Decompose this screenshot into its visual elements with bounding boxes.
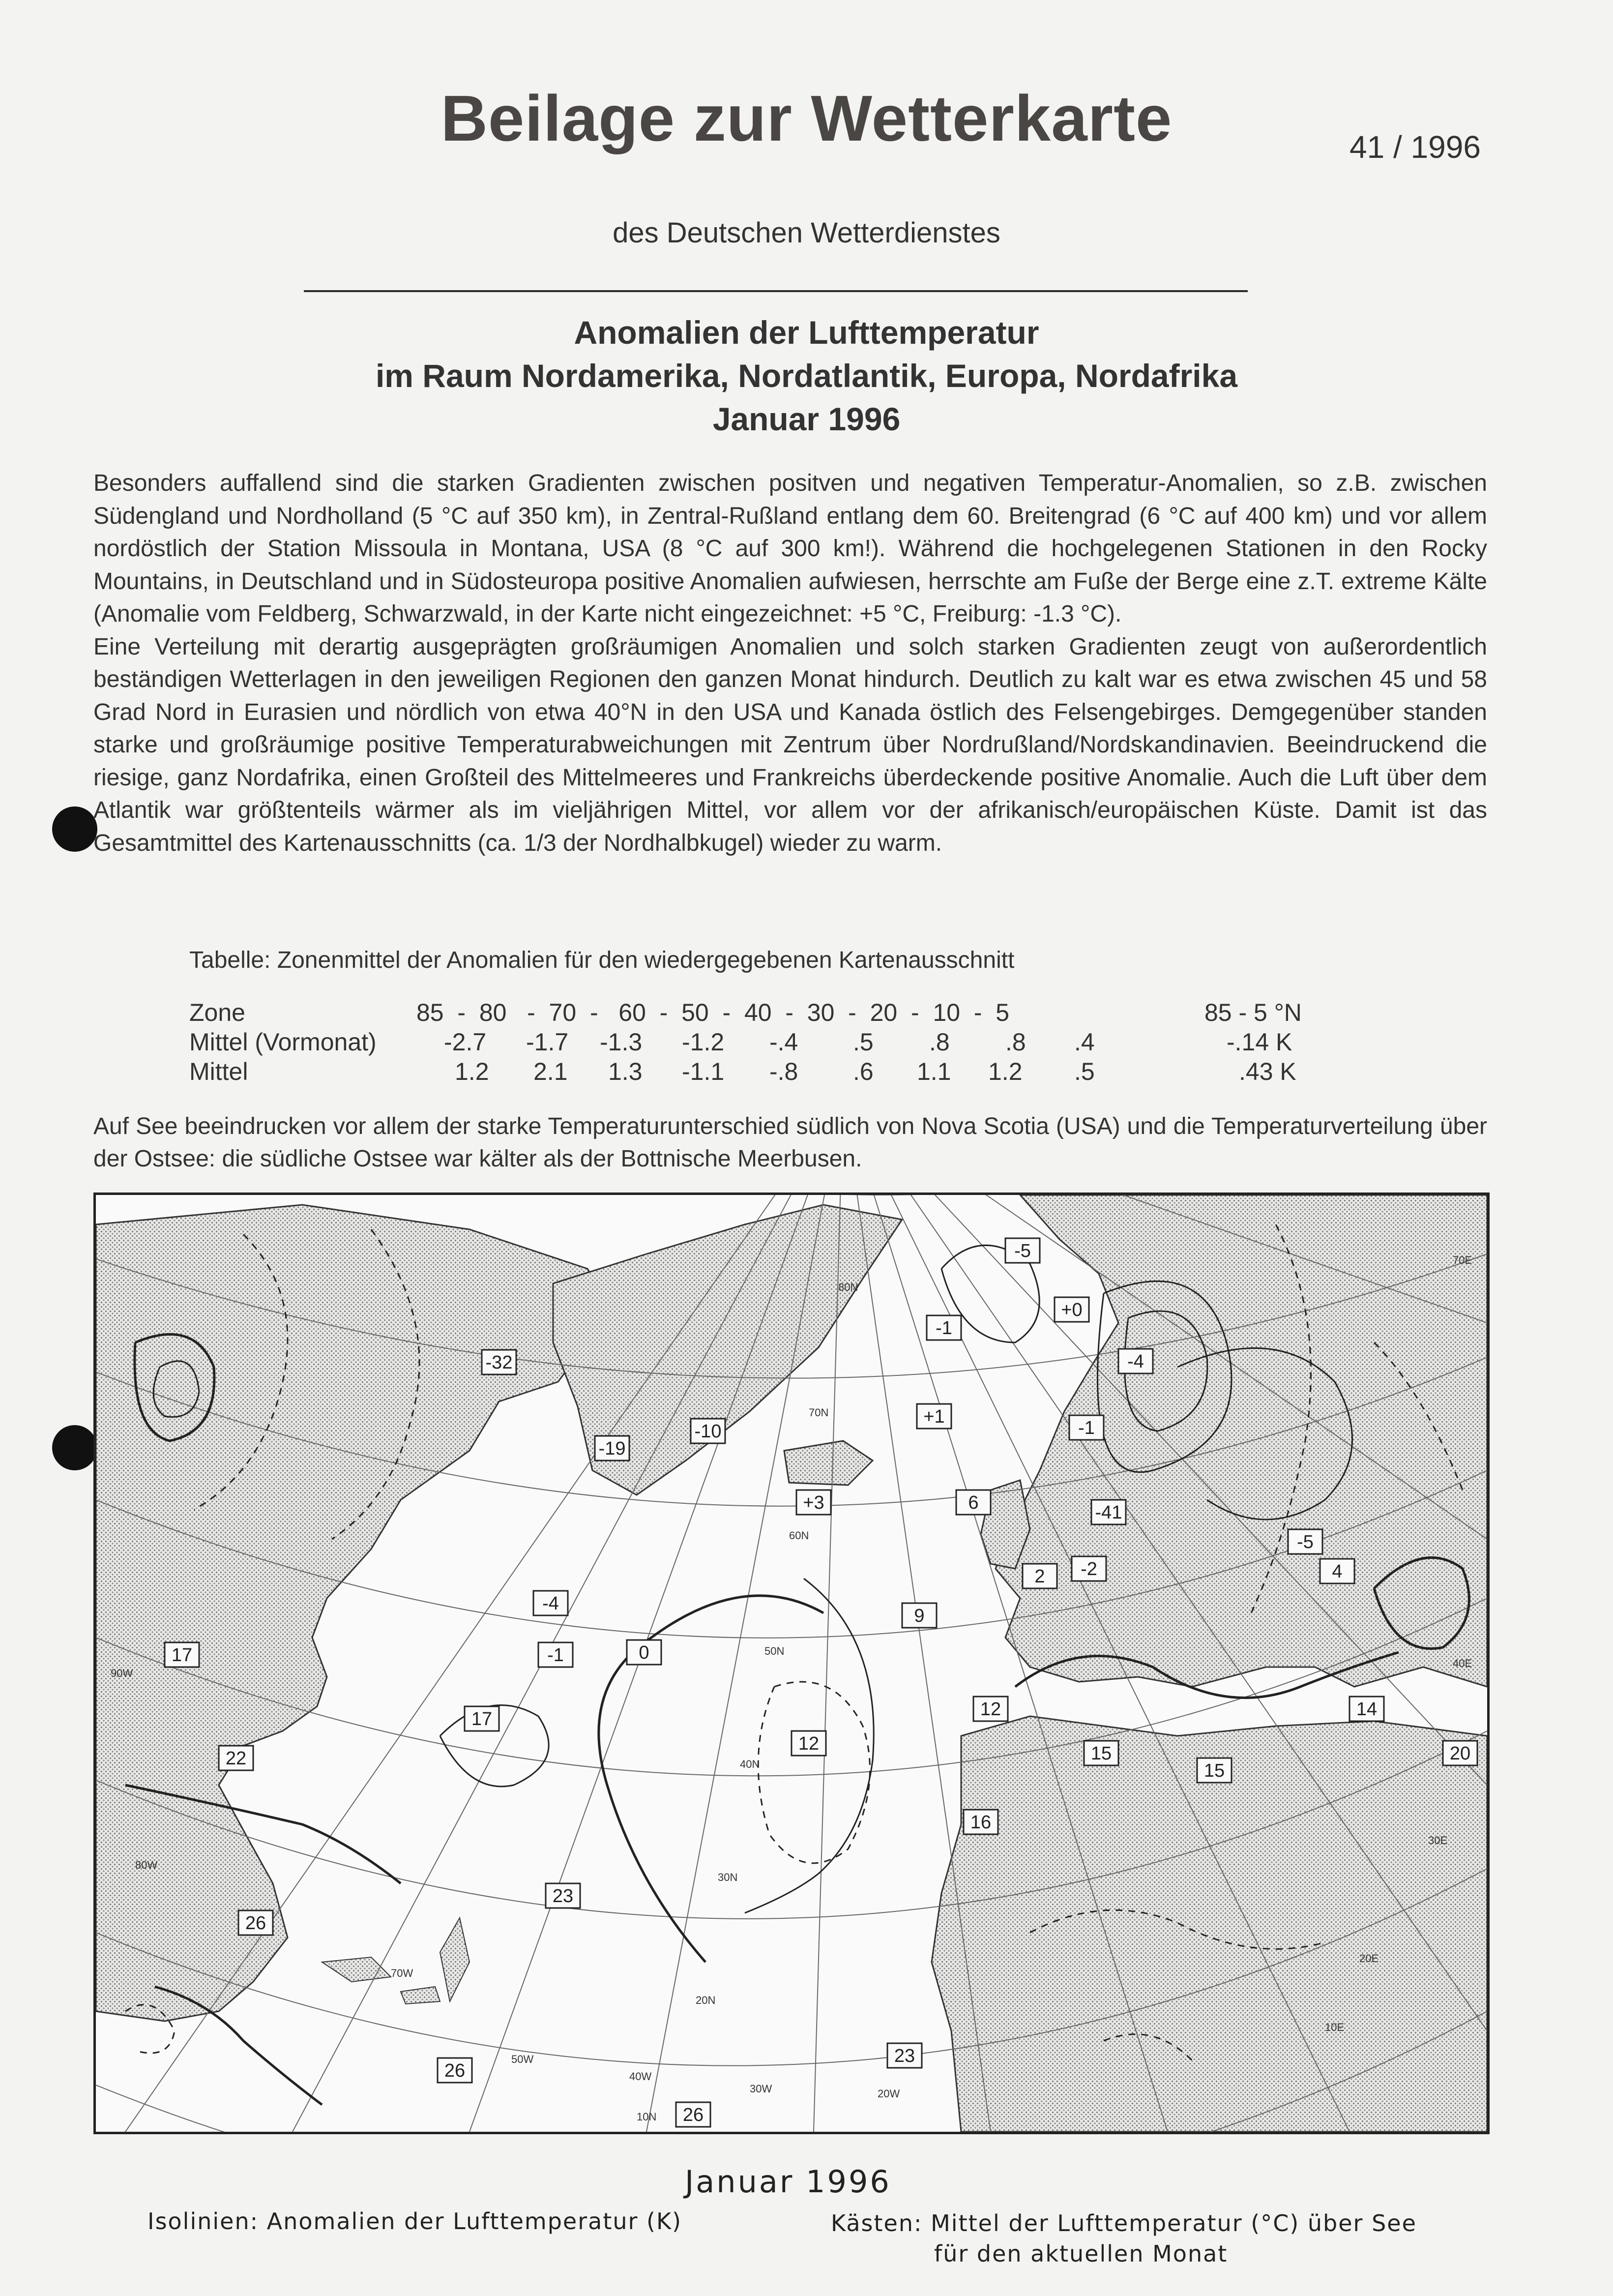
cell: -1.1 xyxy=(682,1058,725,1085)
box-label: 12 xyxy=(798,1733,820,1754)
box-label: 22 xyxy=(225,1748,247,1769)
lon-label: 20W xyxy=(878,2087,900,2100)
divider-rule xyxy=(304,290,1248,292)
body-paragraph-2: Eine Verteilung mit derartig ausgeprägten großräumigen Anomalien und solch starken Gradienten zeugt von außerordentlich beständigen Wetterlagen in den jeweiligen Regionen den ganzen Monat hindurch. Deutlich zu kalt war es etwa zwischen 45 und 58 Grad Nord in Eurasien und nördlich von etwa 40°N in den USA und Kanada östlich des Felsengebirges. Demgegenüber standen starke und großräumige positive Temperaturabweichungen mit Zentrum über Nordrußland/Nordskandinavien. Beeindruckend die riesige, ganz Nordafrika, einen Großteil des Mittelmeeres und Frankreichs überdeckende positive Anomalie. Auch die Luft über dem Atlantik war größtenteils wärmer als im vieljährigen Mittel, vor allem vor der afrikanisch/europäischen Küste. Damit ist das Gesamtmittel des Kartenausschnitts (ca. 1/3 der Nordhalbkugel) wieder zu warm. xyxy=(93,633,1487,856)
box-label: 12 xyxy=(980,1699,1001,1720)
box-label: -41 xyxy=(1095,1502,1122,1523)
lon-label: 50W xyxy=(511,2053,534,2065)
box-label: -19 xyxy=(598,1438,626,1459)
box-label: 14 xyxy=(1356,1699,1378,1720)
zone-bands: 85 - 80 - 70 - 60 - 50 - 40 - 30 - 20 - 10 - 5 xyxy=(416,999,1010,1026)
box-label: 6 xyxy=(968,1492,979,1513)
box-label: -32 xyxy=(485,1352,513,1373)
lon-label: 10E xyxy=(1325,2021,1345,2033)
cell: 2.1 xyxy=(533,1058,568,1085)
box-label: -4 xyxy=(542,1593,559,1614)
article-body xyxy=(93,467,1487,860)
box-label: 26 xyxy=(682,2105,704,2125)
box-label: 26 xyxy=(444,2060,466,2081)
lat-label: 40N xyxy=(740,1758,760,1770)
box-label: 16 xyxy=(970,1812,992,1833)
legend-boxes xyxy=(831,2208,1417,2269)
land-caribbean xyxy=(322,1918,469,2004)
box-label: -1 xyxy=(936,1318,952,1339)
box-label: 2 xyxy=(1034,1566,1045,1587)
box-label: 23 xyxy=(552,1886,574,1907)
heading-line-3: Januar 1996 xyxy=(712,401,901,437)
lat-label: 30N xyxy=(718,1871,738,1883)
cell: -1.7 xyxy=(526,1028,569,1056)
page-title: Beilage zur Wetterkarte xyxy=(440,82,1173,154)
lon-label: 70E xyxy=(1453,1254,1472,1266)
box-label: 17 xyxy=(171,1645,193,1666)
row-label: Mittel xyxy=(189,1058,248,1085)
lon-label: 70W xyxy=(391,1967,413,1979)
box-label: 9 xyxy=(914,1606,925,1626)
box-label: -1 xyxy=(547,1645,564,1666)
land-europe-asia xyxy=(996,1195,1487,1687)
cell: 1.1 xyxy=(917,1058,951,1085)
box-label: -5 xyxy=(1297,1532,1314,1552)
lon-label: 20E xyxy=(1359,1952,1379,1965)
box-label: +1 xyxy=(923,1406,945,1427)
cell: -1.2 xyxy=(682,1028,725,1056)
box-label: 15 xyxy=(1090,1743,1112,1764)
anomaly-map xyxy=(93,1193,1490,2134)
cell: .4 xyxy=(1074,1028,1095,1056)
box-label: 20 xyxy=(1449,1743,1471,1764)
box-label: 4 xyxy=(1332,1561,1343,1582)
page-subtitle: des Deutschen Wetterdienstes xyxy=(613,217,1000,249)
zone-total-band: 85 - 5 °N xyxy=(1204,999,1302,1026)
box-label: 15 xyxy=(1203,1760,1225,1781)
lat-label: 60N xyxy=(789,1529,809,1542)
box-label: +0 xyxy=(1061,1300,1083,1320)
map-month-label: Januar 1996 xyxy=(685,2164,891,2200)
lat-label: 80N xyxy=(838,1281,858,1293)
lon-label: 40E xyxy=(1453,1657,1472,1670)
box-label: 0 xyxy=(639,1642,649,1663)
cell: -2.7 xyxy=(444,1028,487,1056)
lon-label: 90W xyxy=(111,1667,133,1679)
box-label: 26 xyxy=(245,1913,266,1934)
cell: .5 xyxy=(853,1028,874,1056)
land-iceland xyxy=(784,1441,873,1485)
cell: 1.3 xyxy=(608,1058,643,1085)
anomaly-map-svg xyxy=(96,1195,1487,2132)
lat-label: 50N xyxy=(764,1645,785,1657)
box-label: 17 xyxy=(471,1709,493,1729)
lon-label: 30E xyxy=(1428,1834,1448,1847)
cell: -.8 xyxy=(769,1058,798,1085)
heading-line-1: Anomalien der Lufttemperatur xyxy=(574,314,1039,351)
body-paragraph-1: Besonders auffallend sind die starken Gradienten zwischen positven und negativen Temperatur-Anomalien, so z.B. zwischen Südengland und Nordholland (5 °C auf 350 km), in Zentral-Rußland entlang dem 60. Breitengrad (6 °C auf 400 km) und vor allem nordöstlich der Station Missoula in Montana, USA (8 °C auf 300 km!). Während die hochgelegenen Stationen in den Rocky Mountains, in Deutschland und in Südosteuropa positive Anomalien aufwiesen, herrschte am Fuße der Berge eine z.T. extreme Kälte (Anomalie vom Feldberg, Schwarzwald, in der Karte nicht eingezeichnet: +5 °C, Freiburg: -1.3 °C). xyxy=(93,470,1487,627)
box-label: -2 xyxy=(1081,1559,1097,1580)
sea-paragraph-text: Auf See beeindrucken vor allem der starke Temperaturunterschied südlich von Nova Scotia (USA) und die Temperaturverteilung über der Ostsee: die südliche Ostsee war kälter als der Bottnische Meerbusen. xyxy=(93,1113,1487,1172)
article-heading xyxy=(0,311,1613,441)
zone-table xyxy=(189,998,1369,1092)
legend-boxes-line-2: für den aktuellen Monat xyxy=(934,2240,1228,2267)
issue-number: 41 / 1996 xyxy=(1349,129,1481,165)
box-label: -1 xyxy=(1078,1418,1095,1438)
box-label: -4 xyxy=(1127,1351,1144,1372)
cell-total: .43 K xyxy=(1239,1058,1296,1085)
sea-paragraph xyxy=(93,1110,1487,1175)
legend-boxes-line-1: Kästen: Mittel der Lufttemperatur (°C) über See xyxy=(831,2210,1417,2236)
box-label: -10 xyxy=(694,1421,722,1442)
cell: .8 xyxy=(929,1028,950,1056)
lat-label: 10N xyxy=(637,2111,657,2123)
row-label: Mittel (Vormonat) xyxy=(189,1028,377,1056)
heading-line-2: im Raum Nordamerika, Nordatlantik, Europa, Nordafrika xyxy=(375,358,1238,394)
lon-label: 40W xyxy=(629,2070,652,2083)
box-label: 23 xyxy=(894,2046,915,2066)
cell-total: -.14 K xyxy=(1227,1028,1292,1056)
table-caption: Tabelle: Zonenmittel der Anomalien für den wiedergegebenen Kartenausschnitt xyxy=(189,947,1015,973)
box-label: -5 xyxy=(1014,1241,1031,1261)
lon-label: 30W xyxy=(750,2083,772,2095)
lat-label: 70N xyxy=(809,1406,829,1419)
punch-hole-top xyxy=(52,806,97,852)
cell: .8 xyxy=(1005,1028,1026,1056)
legend-isolines: Isolinien: Anomalien der Lufttemperatur (K) xyxy=(147,2208,682,2235)
cell: .5 xyxy=(1074,1058,1095,1085)
zone-label: Zone xyxy=(189,999,245,1026)
lon-label: 80W xyxy=(135,1859,158,1871)
cell: .6 xyxy=(853,1058,874,1085)
cell: -.4 xyxy=(769,1028,798,1056)
cell: 1.2 xyxy=(988,1058,1023,1085)
lat-label: 20N xyxy=(696,1994,716,2006)
cell: 1.2 xyxy=(455,1058,489,1085)
cell: -1.3 xyxy=(600,1028,643,1056)
box-label: +3 xyxy=(803,1492,824,1513)
punch-hole-bottom xyxy=(52,1425,97,1470)
